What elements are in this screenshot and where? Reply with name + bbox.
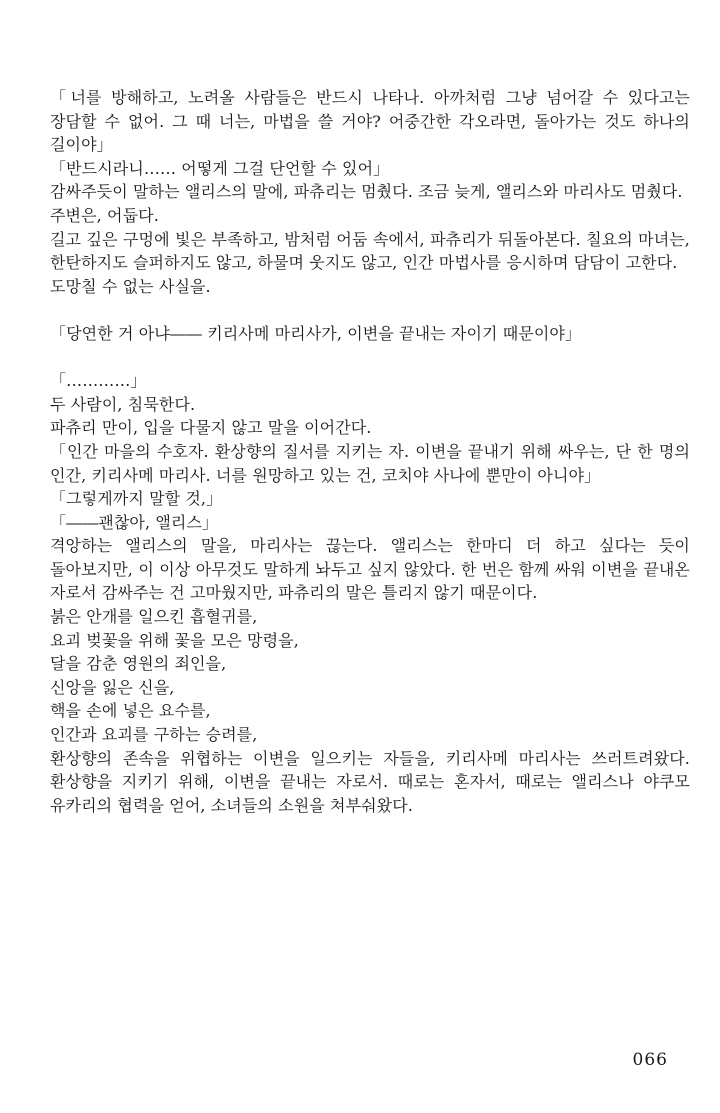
page-number: 066 bbox=[632, 1050, 668, 1070]
paragraph: 「인간 마을의 수호자. 환상향의 질서를 지키는 자. 이변을 끝내기 위해 싸우는, 단 한 명의 인간, 키리사메 마리사. 너를 원망하고 있는 건, 코치야 사나에 뿐만이 아니야」 bbox=[50, 441, 690, 485]
paragraph: 환상향의 존속을 위협하는 이변을 일으키는 자들을, 키리사메 마리사는 쓰러트려왔다. 환상향을 지키기 위해, 이변을 끝내는 자로서. 때로는 혼자서, 때로는 앨리스나 야쿠모 유카리의 협력을 얻어, 소녀들의 소원을 쳐부숴왔다. bbox=[50, 748, 690, 815]
paragraph: 「…………」 bbox=[50, 371, 147, 391]
blank-line bbox=[50, 298, 690, 322]
paragraph: 「당연한 거 아냐―― 키리사메 마리사가, 이변을 끝내는 자이기 때문이야」 bbox=[50, 323, 582, 343]
paragraph: 「그렇게까지 말할 것,」 bbox=[50, 489, 223, 509]
paragraph: 요괴 벚꽃을 위해 꽃을 모은 망령을, bbox=[50, 630, 299, 650]
paragraph: 주변은, 어둡다. bbox=[50, 205, 159, 225]
paragraph: 감싸주듯이 말하는 앨리스의 말에, 파츄리는 멈췄다. 조금 늦게, 앨리스와 마리사도 멈췄다. bbox=[50, 182, 683, 202]
paragraph: 인간과 요괴를 구하는 승려를, bbox=[50, 725, 258, 745]
paragraph: 「――괜찮아, 앨리스」 bbox=[50, 512, 219, 532]
body-text bbox=[50, 86, 690, 817]
paragraph: 붉은 안개를 일으킨 흡혈귀를, bbox=[50, 607, 258, 627]
blank-line bbox=[50, 346, 690, 370]
paragraph: 길고 깊은 구멍에 빛은 부족하고, 밤처럼 어둠 속에서, 파츄리가 뒤돌아본다. 칠요의 마녀는, 한탄하지도 슬퍼하지도 않고, 하물며 웃지도 않고, 인간 마법사를 응시하며 담담이 고한다. bbox=[50, 229, 690, 273]
paragraph: 핵을 손에 넣은 요수를, bbox=[50, 701, 211, 721]
paragraph: 「반드시라니…… 어떻게 그걸 단언할 수 있어」 bbox=[50, 158, 390, 178]
paragraph: 파츄리 만이, 입을 다물지 않고 말을 이어간다. bbox=[50, 418, 372, 438]
paragraph: 「너를 방해하고, 노려올 사람들은 반드시 나타나. 아까처럼 그냥 넘어갈 수 있다고는 장담할 수 없어. 그 때 너는, 마법을 쓸 거야? 어중간한 각오라면, 돌아가는 것도 하나의 길이야」 bbox=[50, 88, 690, 155]
paragraph: 신앙을 잃은 신을, bbox=[50, 677, 175, 697]
paragraph: 달을 감춘 영원의 죄인을, bbox=[50, 654, 227, 674]
paragraph: 두 사람이, 침묵한다. bbox=[50, 394, 196, 414]
paragraph: 도망칠 수 없는 사실을. bbox=[50, 276, 211, 296]
paragraph: 격앙하는 앨리스의 말을, 마리사는 끊는다. 앨리스는 한마디 더 하고 싶다는 듯이 돌아보지만, 이 이상 아무것도 말하게 놔두고 싶지 않았다. 한 번은 함께 싸워 이변을 끝내온 자로서 감싸주는 건 고마웠지만, 파츄리의 말은 틀리지 않기 때문이다. bbox=[50, 536, 690, 603]
